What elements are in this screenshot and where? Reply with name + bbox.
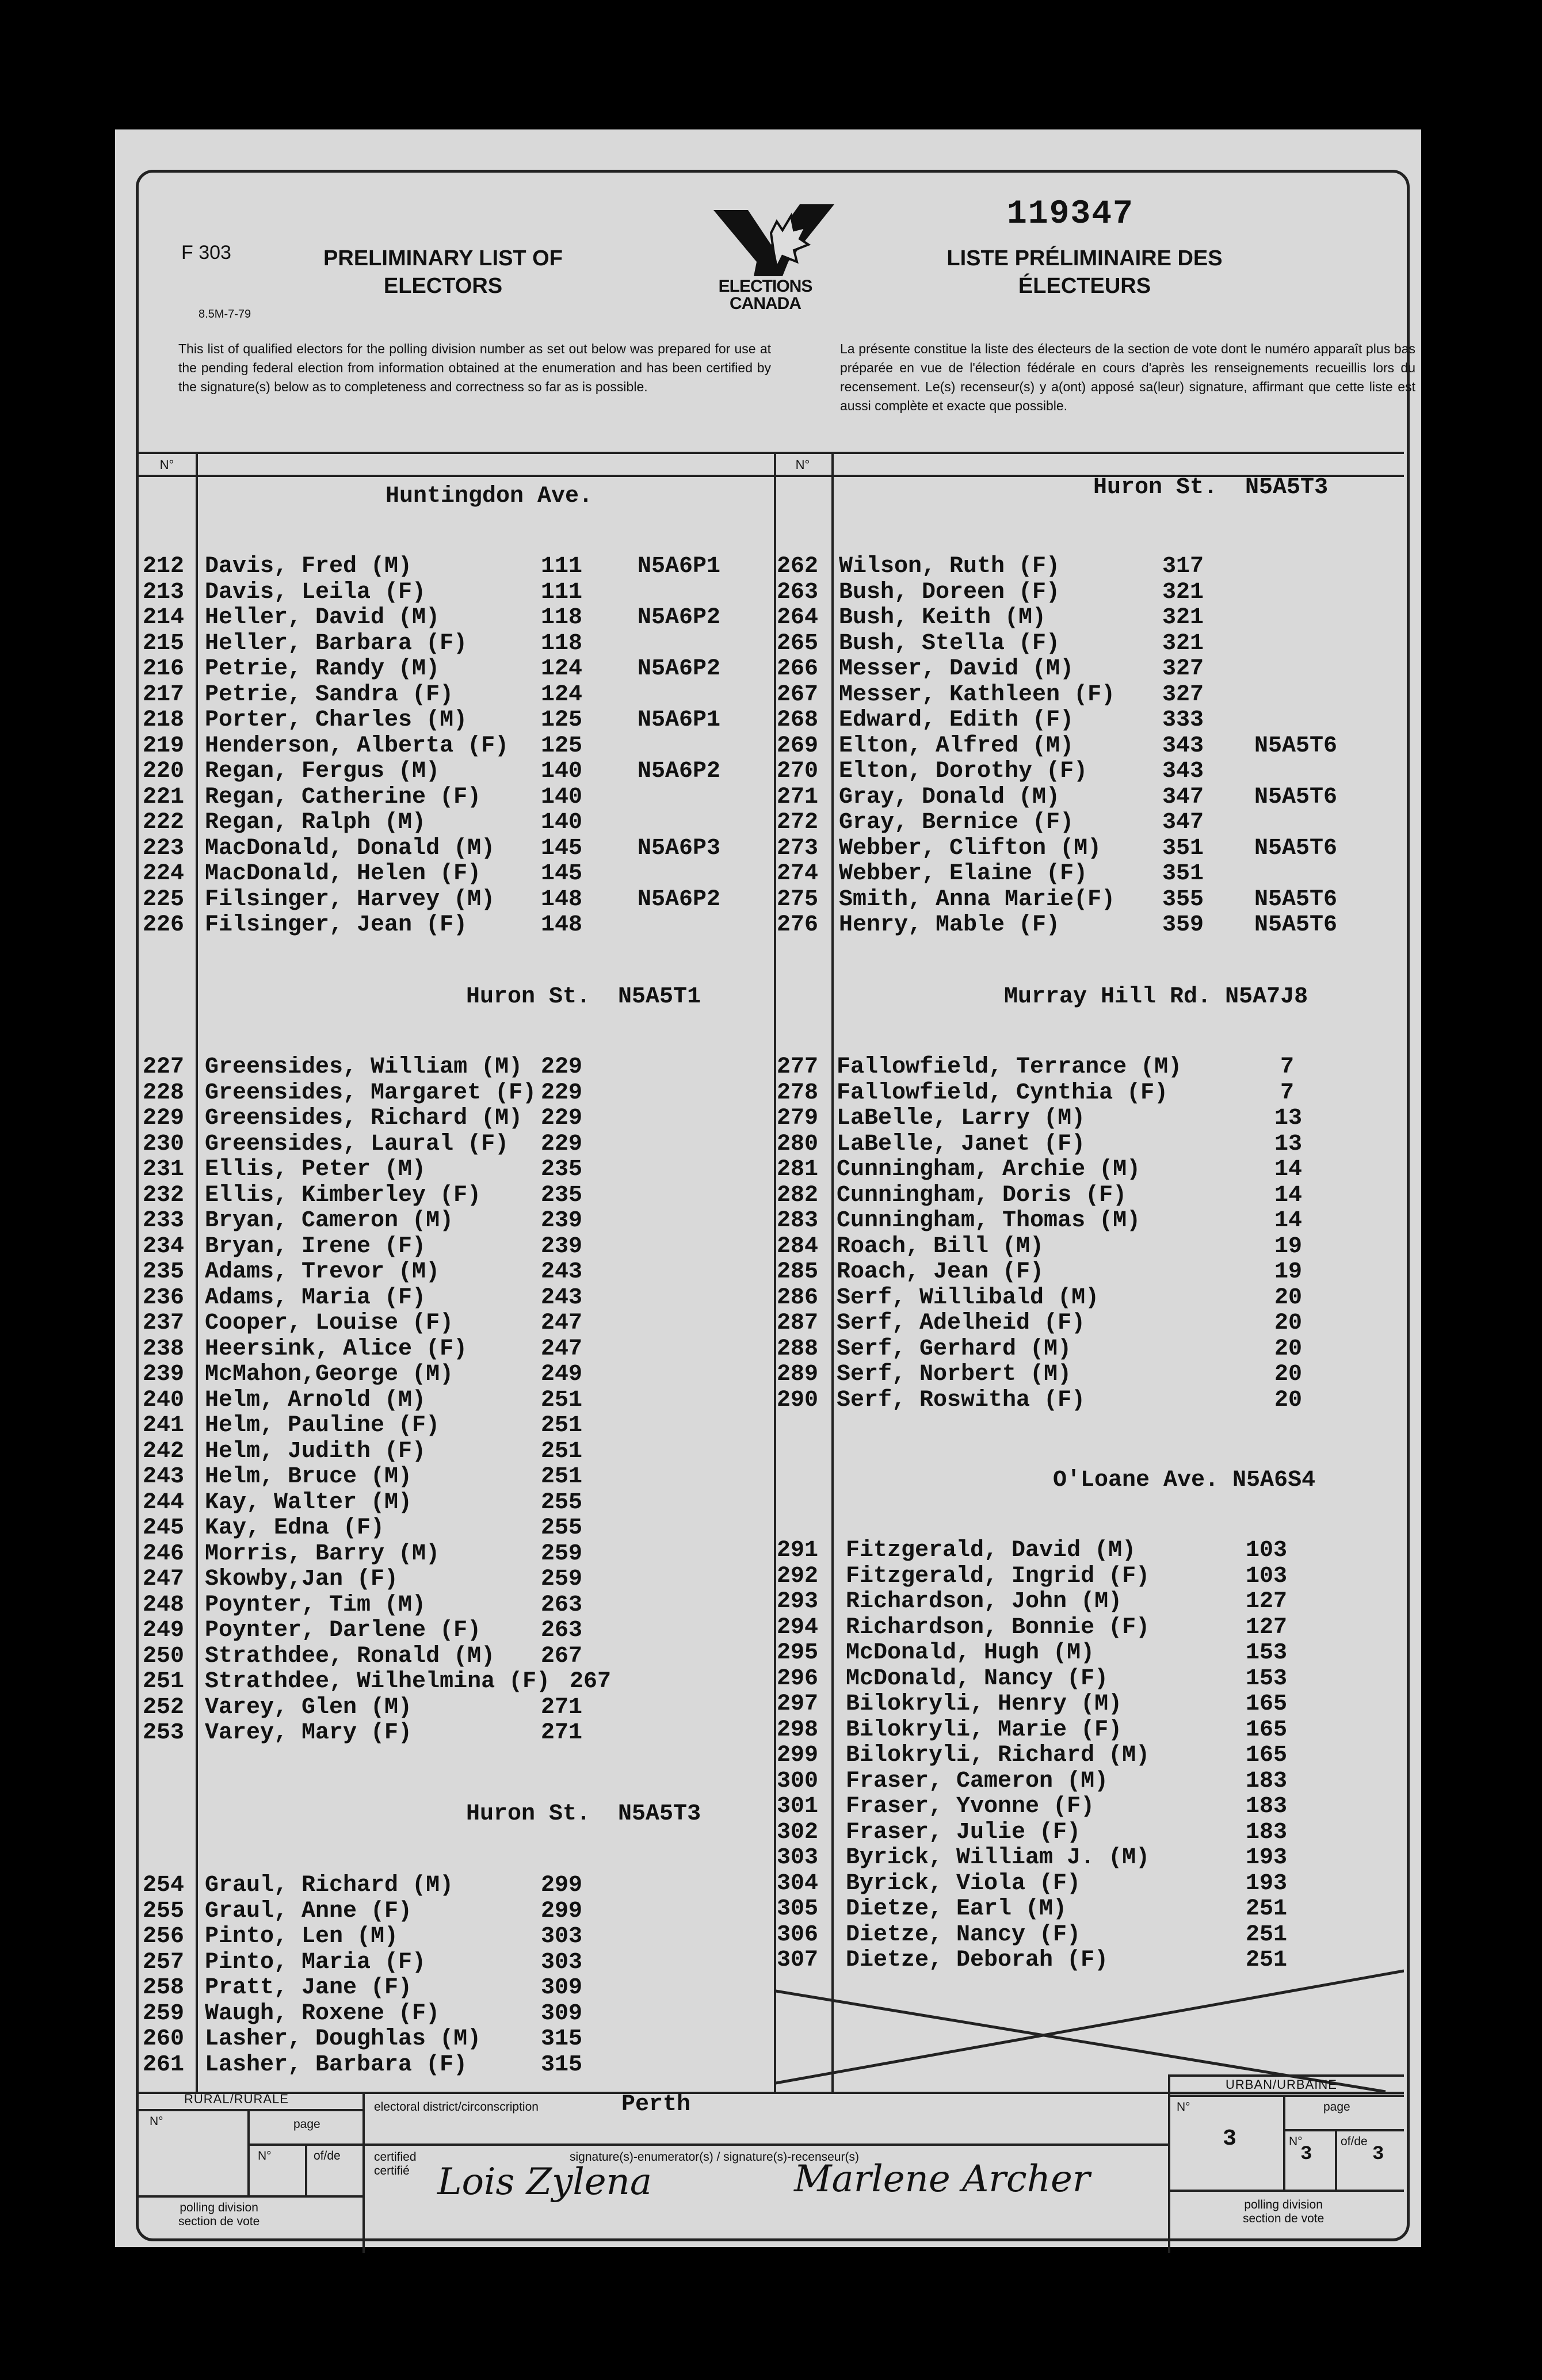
list-item: 301 Fraser, Yvonne (F) 183 — [777, 1794, 1288, 1820]
list-item: 255 Graul, Anne (F) 299 — [143, 1898, 583, 1924]
list-item: 223 MacDonald, Donald (M) 145 N5A6P3 — [143, 835, 721, 861]
urban-page-rule — [1283, 2095, 1285, 2190]
list-item: 264 Bush, Keith (M) 321 — [777, 605, 1204, 631]
polling-label-left: polling division section de vote — [178, 2201, 260, 2228]
electors-list-left-2 — [143, 1055, 773, 1746]
list-item: 296 McDonald, Nancy (F) 153 — [777, 1665, 1288, 1692]
street-heading: Huntingdon Ave. — [386, 483, 593, 509]
list-item: 236 Adams, Maria (F) 243 — [143, 1284, 583, 1311]
intro-fr: La présente constitue la liste des électeurs de la section de vote dont le numéro apparaît plus bas préparée en vue de l'élection fédérale en cours d'après les renseignements recueillis lors du recensement. Le(s) recenseur(s) y a(ont) apposé sa(leur) signature, affirmant que cette liste est aussi complète et exacte que possible. — [840, 341, 1415, 413]
list-item: 241 Helm, Pauline (F) 251 — [143, 1413, 583, 1439]
list-item: 237 Cooper, Louise (F) 247 — [143, 1310, 583, 1336]
list-item: 240 Helm, Arnold (M) 251 — [143, 1387, 583, 1413]
list-item: 221 Regan, Catherine (F) 140 — [143, 784, 583, 810]
list-item: 266 Messer, David (M) 327 — [777, 656, 1204, 682]
list-item: 300 Fraser, Cameron (M) 183 — [777, 1768, 1288, 1794]
rural-page-rule — [247, 2109, 250, 2195]
list-item: 212 Davis, Fred (M) 111 N5A6P1 — [143, 554, 721, 579]
list-item: 224 MacDonald, Helen (F) 145 — [143, 861, 583, 887]
street-heading: O'Loane Ave. N5A6S4 — [1053, 1467, 1316, 1493]
list-item: 307 Dietze, Deborah (F) 251 — [777, 1947, 1288, 1973]
list-item: 297 Bilokryli, Henry (M) 165 — [777, 1691, 1288, 1717]
ballot-paper — [115, 129, 1421, 2247]
list-item: 282 Cunningham, Doris (F) 14 — [777, 1182, 1303, 1208]
list-item: 292 Fitzgerald, Ingrid (F) 103 — [777, 1563, 1288, 1589]
list-item: 214 Heller, David (M) 118 N5A6P2 — [143, 605, 721, 631]
title-en: PRELIMINARY LIST OF ELECTORS — [323, 246, 563, 298]
list-item: 253 Varey, Mary (F) 271 — [143, 1720, 583, 1746]
list-item: 219 Henderson, Alberta (F) 125 — [143, 733, 583, 759]
list-item: 293 Richardson, John (M) 127 — [777, 1589, 1288, 1615]
list-item: 258 Pratt, Jane (F) 309 — [143, 1975, 583, 2001]
polling-rule — [138, 2195, 362, 2198]
list-item: 229 Greensides, Richard (M) 229 — [143, 1105, 583, 1131]
list-item: 269 Elton, Alfred (M) 343 N5A5T6 — [777, 733, 1338, 759]
urban-top-rule — [1168, 2074, 1404, 2077]
urban-no-label: N° — [1177, 2100, 1190, 2114]
urban-page-split-v — [1335, 2129, 1337, 2190]
list-item: 290 Serf, Roswitha (F) 20 — [777, 1387, 1303, 1413]
list-item: 265 Bush, Stella (F) 321 — [777, 630, 1204, 657]
serial-number: 119347 — [1007, 196, 1134, 233]
title-fr: LISTE PRÉLIMINAIRE DES ÉLECTEURS — [946, 246, 1223, 298]
urban-no-value: 3 — [1223, 2126, 1237, 2152]
list-item: 291 Fitzgerald, David (M) 103 — [777, 1538, 1288, 1563]
list-item: 280 LaBelle, Janet (F) 13 — [777, 1131, 1303, 1157]
list-item: 238 Heersink, Alice (F) 247 — [143, 1336, 583, 1362]
list-item: 279 LaBelle, Larry (M) 13 — [777, 1105, 1303, 1131]
list-item: 288 Serf, Gerhard (M) 20 — [777, 1336, 1303, 1362]
left-no-header: N° — [159, 457, 174, 472]
urban-page-split — [1283, 2129, 1404, 2131]
right-no-header: N° — [795, 457, 810, 472]
list-item: 275 Smith, Anna Marie(F) 355 N5A5T6 — [777, 886, 1338, 913]
form-number: F 303 — [181, 242, 231, 264]
list-item: 287 Serf, Adelheid (F) 20 — [777, 1310, 1303, 1336]
list-item: 213 Davis, Leila (F) 111 — [143, 579, 583, 605]
list-item: 273 Webber, Clifton (M) 351 N5A5T6 — [777, 835, 1338, 861]
urban-page-no-label: N° — [1289, 2135, 1303, 2148]
list-item: 276 Henry, Mable (F) 359 N5A5T6 — [777, 912, 1338, 938]
list-item: 285 Roach, Jean (F) 19 — [777, 1259, 1303, 1285]
electors-list-right-3 — [777, 1538, 1404, 1974]
list-item: 220 Regan, Fergus (M) 140 N5A6P2 — [143, 758, 721, 784]
urban-label: URBAN/URBAINE — [1226, 2077, 1337, 2092]
list-item: 217 Petrie, Sandra (F) 124 — [143, 681, 583, 708]
certified-label: certified certifié — [374, 2150, 417, 2177]
list-item: 281 Cunningham, Archie (M) 14 — [777, 1157, 1303, 1183]
logo-text: ELECTIONS CANADA — [718, 277, 812, 313]
list-item: 268 Edward, Edith (F) 333 — [777, 707, 1204, 733]
list-item: 242 Helm, Judith (F) 251 — [143, 1438, 583, 1464]
electors-list-left-1 — [143, 554, 773, 939]
list-item: 226 Filsinger, Jean (F) 148 — [143, 912, 583, 938]
list-item: 283 Cunningham, Thomas (M) 14 — [777, 1208, 1303, 1234]
list-item: 247 Skowby,Jan (F) 259 — [143, 1566, 583, 1592]
list-item: 218 Porter, Charles (M) 125 N5A6P1 — [143, 707, 721, 733]
list-item: 299 Bilokryli, Richard (M) 165 — [777, 1742, 1288, 1768]
footer-top-rule — [138, 2092, 1404, 2094]
cross-out-mark — [776, 1968, 1404, 2092]
page-total: 3 — [1372, 2143, 1384, 2165]
list-item: 254 Graul, Richard (M) 299 — [143, 1872, 583, 1898]
street-heading: Huron St. N5A5T3 — [466, 1801, 701, 1827]
district-rule — [362, 2143, 1168, 2146]
rural-page-label: page — [293, 2118, 320, 2131]
list-item: 228 Greensides, Margaret (F) 229 — [143, 1080, 583, 1106]
list-item: 239 McMahon,George (M) 249 — [143, 1361, 583, 1387]
list-item: 252 Varey, Glen (M) 271 — [143, 1694, 583, 1721]
list-item: 274 Webber, Elaine (F) 351 — [777, 861, 1204, 887]
center-column-rule — [774, 452, 776, 2092]
list-item: 248 Poynter, Tim (M) 263 — [143, 1592, 583, 1618]
signature-label: signature(s)-enumerator(s) / signature(s)-recenseur(s) — [570, 2150, 859, 2164]
list-item: 260 Lasher, Doughlas (M) 315 — [143, 2026, 583, 2052]
list-item: 284 Roach, Bill (M) 19 — [777, 1233, 1303, 1260]
list-item: 261 Lasher, Barbara (F) 315 — [143, 2051, 583, 2078]
list-item: 257 Pinto, Maria (F) 303 — [143, 1949, 583, 1975]
list-item: 215 Heller, Barbara (F) 118 — [143, 630, 583, 657]
list-item: 302 Fraser, Julie (F) 183 — [777, 1819, 1288, 1845]
list-item: 267 Messer, Kathleen (F) 327 — [777, 681, 1204, 708]
list-item: 304 Byrick, Viola (F) 193 — [777, 1870, 1288, 1897]
list-item: 278 Fallowfield, Cynthia (F) 7 — [777, 1080, 1295, 1106]
street-heading: Huron St. N5A5T1 — [466, 984, 701, 1010]
list-item: 250 Strathdee, Ronald (M) 267 — [143, 1643, 583, 1669]
list-item: 305 Dietze, Earl (M) 251 — [777, 1896, 1288, 1922]
list-item: 249 Poynter, Darlene (F) 263 — [143, 1618, 583, 1643]
list-item: 234 Bryan, Irene (F) 239 — [143, 1233, 583, 1260]
list-item: 259 Waugh, Roxene (F) 309 — [143, 2000, 583, 2027]
rural-of-label: of/de — [314, 2149, 341, 2162]
list-item: 306 Dietze, Nancy (F) 251 — [777, 1921, 1288, 1948]
list-item: 298 Bilokryli, Marie (F) 165 — [777, 1717, 1288, 1743]
list-item: 243 Helm, Bruce (M) 251 — [143, 1464, 583, 1490]
district-value: Perth — [621, 2092, 691, 2118]
street-heading: Huron St. N5A5T3 — [1093, 475, 1329, 501]
list-item: 256 Pinto, Len (M) 303 — [143, 1924, 583, 1950]
list-item: 277 Fallowfield, Terrance (M) 7 — [777, 1054, 1295, 1080]
list-item: 262 Wilson, Ruth (F) 317 — [777, 554, 1204, 579]
enumerator-signature-2: Marlene Archer — [794, 2158, 1090, 2200]
list-item: 286 Serf, Willibald (M) 20 — [777, 1284, 1303, 1311]
list-item: 244 Kay, Walter (M) 255 — [143, 1489, 583, 1516]
list-item: 272 Gray, Bernice (F) 347 — [777, 810, 1204, 836]
urban-polling-rule — [1168, 2190, 1404, 2192]
page-number: 3 — [1300, 2143, 1312, 2165]
list-item: 246 Morris, Barry (M) 259 — [143, 1540, 583, 1567]
header-rule — [138, 452, 1404, 454]
urban-page-label: page — [1323, 2100, 1350, 2114]
list-item: 303 Byrick, William J. (M) 193 — [777, 1845, 1288, 1871]
enumerator-signature-1: Lois Zylena — [437, 2161, 652, 2203]
print-code: 8.5M-7-79 — [199, 308, 251, 321]
list-item: 231 Ellis, Peter (M) 235 — [143, 1157, 583, 1183]
list-item: 295 McDonald, Hugh (M) 153 — [777, 1640, 1288, 1666]
list-item: 270 Elton, Dorothy (F) 343 — [777, 758, 1204, 784]
rural-label: RURAL/RURALE — [184, 2092, 289, 2106]
rural-rule — [138, 2109, 362, 2111]
list-item: 271 Gray, Donald (M) 347 N5A5T6 — [777, 784, 1338, 810]
urban-divider — [1168, 2074, 1170, 2253]
list-item: 251 Strathdee, Wilhelmina (F) 267 — [143, 1669, 612, 1695]
list-item: 233 Bryan, Cameron (M) 239 — [143, 1208, 583, 1234]
urban-rule — [1168, 2095, 1404, 2097]
list-item: 225 Filsinger, Harvey (M) 148 N5A6P2 — [143, 886, 721, 913]
electors-list-right-2 — [777, 1055, 1404, 1413]
list-item: 227 Greensides, William (M) 229 — [143, 1054, 583, 1080]
rural-no-label: N° — [150, 2115, 163, 2128]
footer-divider — [362, 2092, 365, 2253]
list-item: 230 Greensides, Laural (F) 229 — [143, 1131, 583, 1157]
list-item: 235 Adams, Trevor (M) 243 — [143, 1259, 583, 1285]
rural-page-split-v — [305, 2143, 307, 2195]
list-item: 222 Regan, Ralph (M) 140 — [143, 810, 583, 836]
district-label: electoral district/circonscription — [374, 2100, 539, 2114]
electors-list-right-1 — [777, 554, 1404, 939]
electors-list-left-3 — [143, 1873, 773, 2078]
street-heading: Murray Hill Rd. N5A7J8 — [1004, 984, 1308, 1010]
list-item: 289 Serf, Norbert (M) 20 — [777, 1361, 1303, 1387]
list-item: 263 Bush, Doreen (F) 321 — [777, 579, 1204, 605]
list-item: 245 Kay, Edna (F) 255 — [143, 1515, 583, 1541]
list-item: 294 Richardson, Bonnie (F) 127 — [777, 1614, 1288, 1641]
intro-en: This list of qualified electors for the polling division number as set out below was prepared for use at the pending federal election from information obtained at the enumeration and has been certified by the signature(s) below as to completeness and correctness so far as is possible. — [178, 341, 771, 394]
polling-label-right: polling division section de vote — [1243, 2198, 1325, 2225]
list-item: 216 Petrie, Randy (M) 124 N5A6P2 — [143, 656, 721, 682]
rural-page-no-label: N° — [258, 2149, 272, 2162]
urban-of-label: of/de — [1341, 2135, 1368, 2148]
list-item: 232 Ellis, Kimberley (F) 235 — [143, 1182, 583, 1208]
